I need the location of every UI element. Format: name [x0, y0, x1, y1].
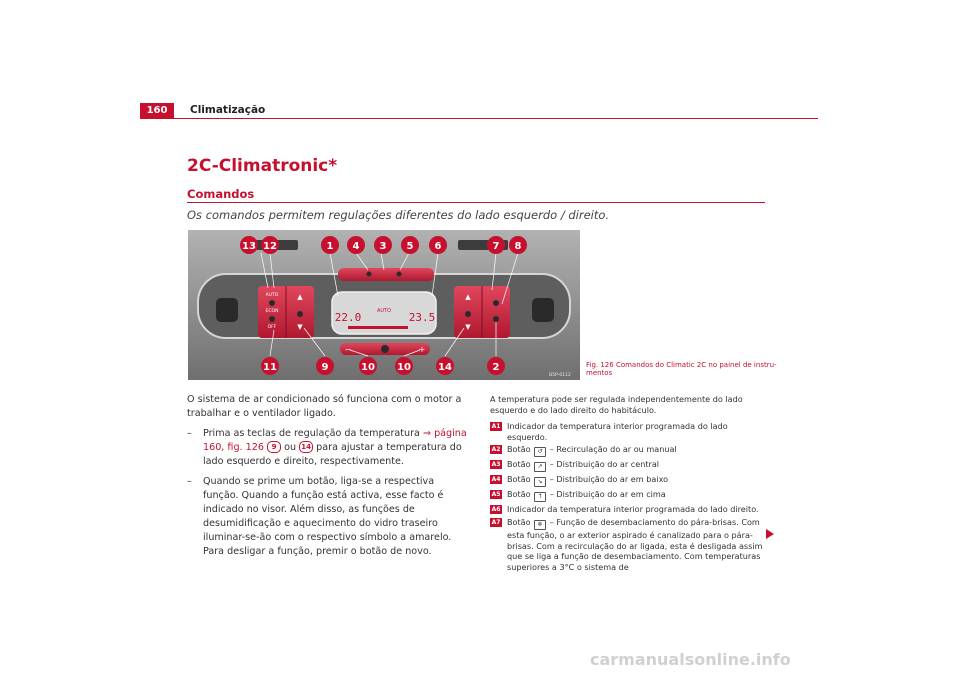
legend-prefix: Botão — [507, 489, 531, 500]
fan-plus-sign: + — [418, 345, 426, 354]
callout-10-right: 10 — [397, 362, 411, 373]
figure-code: B5P-0112 — [549, 373, 571, 378]
legend-item — [490, 504, 770, 515]
legend-text: – Recirculação do ar ou manual — [549, 444, 677, 455]
display-temp-right: 23.5 — [408, 311, 436, 324]
legend-item — [490, 444, 770, 457]
legend-text: Indicador da temperatura interior programada do lado direito. — [507, 504, 759, 515]
callout-3: 3 — [379, 241, 387, 252]
air-down-icon: ↘ — [534, 477, 546, 487]
right-temp-down-arrow: ▼ — [465, 323, 471, 331]
recirculation-icon: ↺ — [534, 447, 546, 457]
callout-4: 4 — [352, 241, 360, 252]
callout-12: 12 — [263, 241, 277, 252]
bullet-dash: – — [187, 428, 192, 439]
defrost-icon: ❄ — [534, 520, 546, 530]
next-page-arrow-icon[interactable] — [766, 529, 774, 539]
climate-panel-drawing — [188, 230, 580, 380]
page-number: 160 — [140, 103, 174, 118]
legend-item — [490, 474, 770, 487]
air-distribution-buttons — [338, 268, 434, 281]
callout-8: 8 — [514, 241, 522, 252]
right-column — [490, 394, 770, 574]
callout-11: 11 — [263, 362, 277, 373]
callout-9: 9 — [321, 362, 329, 373]
left-intro: O sistema de ar condicionado só funciona com o motor a trabalhar e o ventilador ligado. — [187, 394, 462, 419]
legend-text: – Distribuição do ar em cima — [549, 489, 666, 500]
left-seat-knob — [216, 298, 238, 322]
bullet-text: ou — [284, 442, 297, 453]
legend-key: A3 — [491, 461, 501, 469]
right-seat-knob — [532, 298, 554, 322]
legend-item — [490, 421, 770, 442]
callout-1: 1 — [326, 241, 334, 252]
legend-prefix: Botão — [507, 474, 531, 485]
section-subtitle: Comandos — [187, 187, 255, 201]
callout-badge-14: 14 — [299, 441, 313, 453]
legend-key: A5 — [491, 491, 501, 499]
right-temp-up-arrow: ▲ — [465, 293, 471, 301]
lead-text: Os comandos permitem regulações diferentes do lado esquerdo / direito. — [187, 208, 610, 222]
callout-badge-9: 9 — [267, 441, 281, 453]
legend-text: – Distribuição do ar central — [549, 459, 660, 470]
left-temp-up-arrow: ▲ — [297, 293, 303, 301]
chapter-title: Climatização — [190, 104, 266, 116]
bullet-text: Quando se prime um botão, liga-se a respectiva função. Quando a função está activa, esse facto é indicado no visor. Além disso, as funções de desumidificação e aquecimento do vidro traseiro iluminar-se-ão com o respectivo símbolo a amarelo. Para desligar a função, premir o botão de novo. — [203, 476, 452, 557]
callout-13: 13 — [242, 241, 256, 252]
bullet-dash: – — [187, 476, 192, 487]
callout-5: 5 — [406, 241, 414, 252]
legend-key: A2 — [491, 446, 501, 454]
bullet-text: Prima as teclas de regulação da temperatura — [203, 428, 420, 439]
callout-6: 6 — [434, 241, 442, 252]
climate-panel-figure — [188, 230, 580, 380]
page-reference-link[interactable]: ⇒ página 160, fig. 126 — [203, 428, 467, 453]
header-rule — [140, 118, 818, 119]
air-central-icon: ↗ — [534, 462, 546, 472]
air-up-icon: ↑ — [534, 492, 546, 502]
legend-text: Indicador da temperatura interior programada do lado esquerdo. — [507, 421, 728, 442]
left-temp-down-arrow: ▼ — [297, 323, 303, 331]
legend-key: A1 — [491, 423, 501, 431]
econ-button-label: ECON — [265, 309, 279, 314]
fan-minus-sign: − — [344, 345, 352, 354]
legend-key: A6 — [491, 506, 501, 514]
callout-7: 7 — [492, 241, 500, 252]
auto-button-label: AUTO — [265, 293, 279, 298]
legend-item — [490, 489, 770, 502]
left-column — [187, 393, 467, 565]
legend-prefix: Botão — [507, 459, 531, 470]
bullet-function — [187, 475, 467, 559]
callout-10-left: 10 — [361, 362, 375, 373]
off-button-label: OFF — [267, 325, 277, 330]
legend-key: A4 — [491, 476, 501, 484]
bullet-temperature — [187, 427, 467, 469]
legend-item — [490, 459, 770, 472]
callout-14: 14 — [438, 362, 452, 373]
subtitle-rule — [187, 202, 765, 203]
legend-prefix: Botão — [507, 444, 531, 455]
legend-key: A7 — [491, 518, 501, 526]
figure-caption: Fig. 126 Comandos do Climatic 2C no painel de instru-mentos — [586, 361, 777, 377]
right-intro: A temperatura pode ser regulada independentemente do lado esquerdo e do lado direito do habitáculo. — [490, 394, 743, 415]
legend-text: – Distribuição do ar em baixo — [549, 474, 669, 485]
legend-item — [490, 517, 770, 572]
bullet-text: para ajustar a temperatura do lado esquerdo e direito, respectivamente. — [203, 442, 462, 467]
legend-text: – Função de desembaciamento do pára-brisas. Com esta função, o ar exterior aspirado é canalizado para o pára-brisas. Com a recirculação do ar ligada, esta é desligada assim que se liga a função de desembaciamento. Com temperaturas superiores a 3°C o sistema de — [507, 516, 763, 572]
display-temp-left: 22.0 — [334, 311, 362, 324]
callout-2: 2 — [492, 362, 500, 373]
legend-prefix: Botão — [507, 516, 531, 527]
watermark: carmanualsonline.info — [590, 650, 791, 669]
display-auto: AUTO — [376, 308, 392, 314]
section-title: 2C-Climatronic* — [187, 156, 338, 176]
